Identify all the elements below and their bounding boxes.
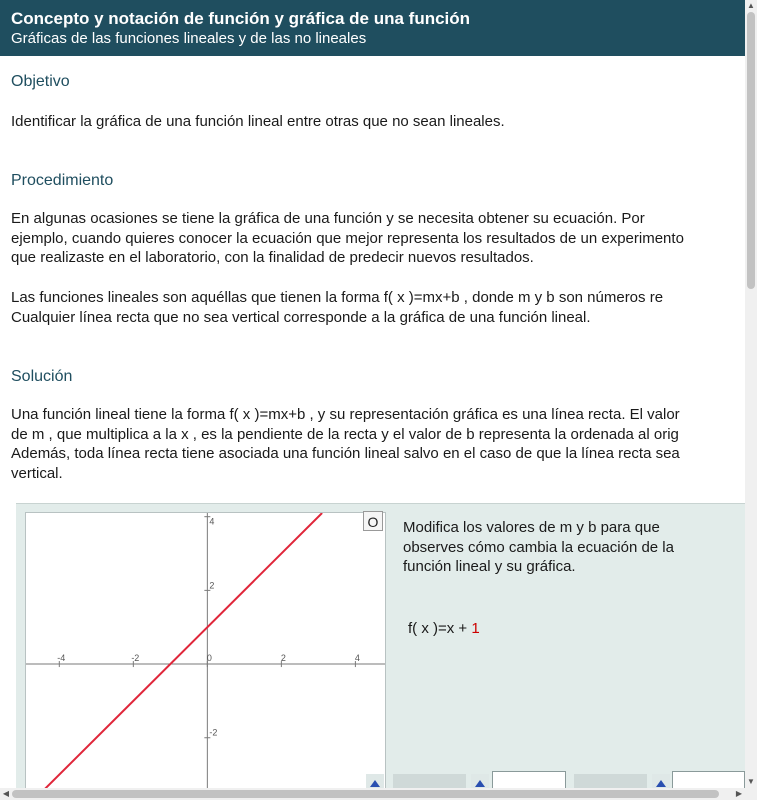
text-line: En algunas ocasiones se tiene la gráfica de una función y se necesita obtener su ecuación. Por bbox=[11, 210, 645, 227]
y-tick-label: 4 bbox=[209, 516, 215, 527]
procedimiento-heading: Procedimiento bbox=[11, 172, 114, 189]
text-line: ejemplo, cuando quieres conocer la ecuación que mejor representa los resultados de un experimento bbox=[11, 229, 684, 247]
equation-display bbox=[408, 620, 480, 637]
objetivo-text: Identificar la gráfica de una función lineal entre otras que no sean lineales. bbox=[11, 113, 505, 130]
horizontal-scroll-thumb[interactable] bbox=[12, 790, 719, 798]
text-line: Cualquier línea recta que no sea vertical corresponde a la gráfica de una función lineal. bbox=[11, 308, 591, 326]
text-line: vertical. bbox=[11, 464, 63, 482]
text-line: Una función lineal tiene la forma f( x )=mx+b , y su representación gráfica es una línea recta. El valor bbox=[11, 406, 680, 423]
scroll-right-icon[interactable]: ▶ bbox=[735, 789, 743, 798]
instruction-line: Modifica los valores de m y b para que bbox=[403, 519, 660, 536]
x-tick-label: 4 bbox=[354, 653, 360, 664]
function-graph[interactable] bbox=[25, 512, 386, 794]
solucion-paragraph bbox=[11, 405, 680, 483]
instruction-text bbox=[403, 518, 674, 577]
graph-svg bbox=[26, 513, 385, 793]
text-line: que realizaste en el laboratorio, con la finalidad de predecir nuevos resultados. bbox=[11, 249, 534, 266]
x-tick-label: 2 bbox=[280, 653, 286, 664]
equation-prefix: f( x )=x + bbox=[408, 620, 472, 637]
page-subtitle: Gráficas de las funciones lineales y de las no lineales bbox=[11, 30, 367, 47]
scroll-left-icon[interactable]: ◀ bbox=[2, 789, 10, 798]
text-line: Las funciones lineales son aquéllas que tienen la forma f( x )=mx+b , donde m y b son números re bbox=[11, 289, 664, 306]
objetivo-heading: Objetivo bbox=[11, 73, 70, 90]
vertical-scroll-thumb[interactable] bbox=[747, 12, 755, 289]
equation-b-value: 1 bbox=[471, 620, 480, 637]
function-line bbox=[37, 513, 322, 793]
x-tick-label: 0 bbox=[206, 653, 212, 664]
instruction-line: observes cómo cambia la ecuación de la bbox=[403, 538, 674, 556]
interactive-panel bbox=[16, 503, 745, 794]
scroll-up-icon[interactable]: ▲ bbox=[747, 1, 755, 10]
x-tick-label: -2 bbox=[131, 653, 140, 664]
x-tick-label: -4 bbox=[57, 653, 66, 664]
y-tick-label: -2 bbox=[209, 727, 218, 738]
procedimiento-paragraph-2 bbox=[11, 288, 663, 327]
instruction-line: función lineal y su gráfica. bbox=[403, 558, 576, 575]
vertical-scrollbar[interactable] bbox=[745, 0, 757, 788]
text-line: de m , que multiplica a la x , es la pendiente de la recta y el valor de b representa la ordenada al orig bbox=[11, 425, 679, 443]
page-title: Concepto y notación de función y gráfica de una función bbox=[11, 9, 471, 28]
y-tick-label: 2 bbox=[209, 580, 215, 591]
page-header bbox=[0, 0, 745, 56]
scroll-down-icon[interactable]: ▼ bbox=[747, 777, 755, 786]
horizontal-scrollbar[interactable] bbox=[0, 788, 757, 800]
reset-button[interactable]: O bbox=[363, 511, 383, 531]
procedimiento-paragraph-1 bbox=[11, 209, 684, 268]
solucion-heading: Solución bbox=[11, 368, 73, 385]
text-line: Además, toda línea recta tiene asociada una función lineal salvo en el caso de que la línea recta sea bbox=[11, 445, 680, 462]
